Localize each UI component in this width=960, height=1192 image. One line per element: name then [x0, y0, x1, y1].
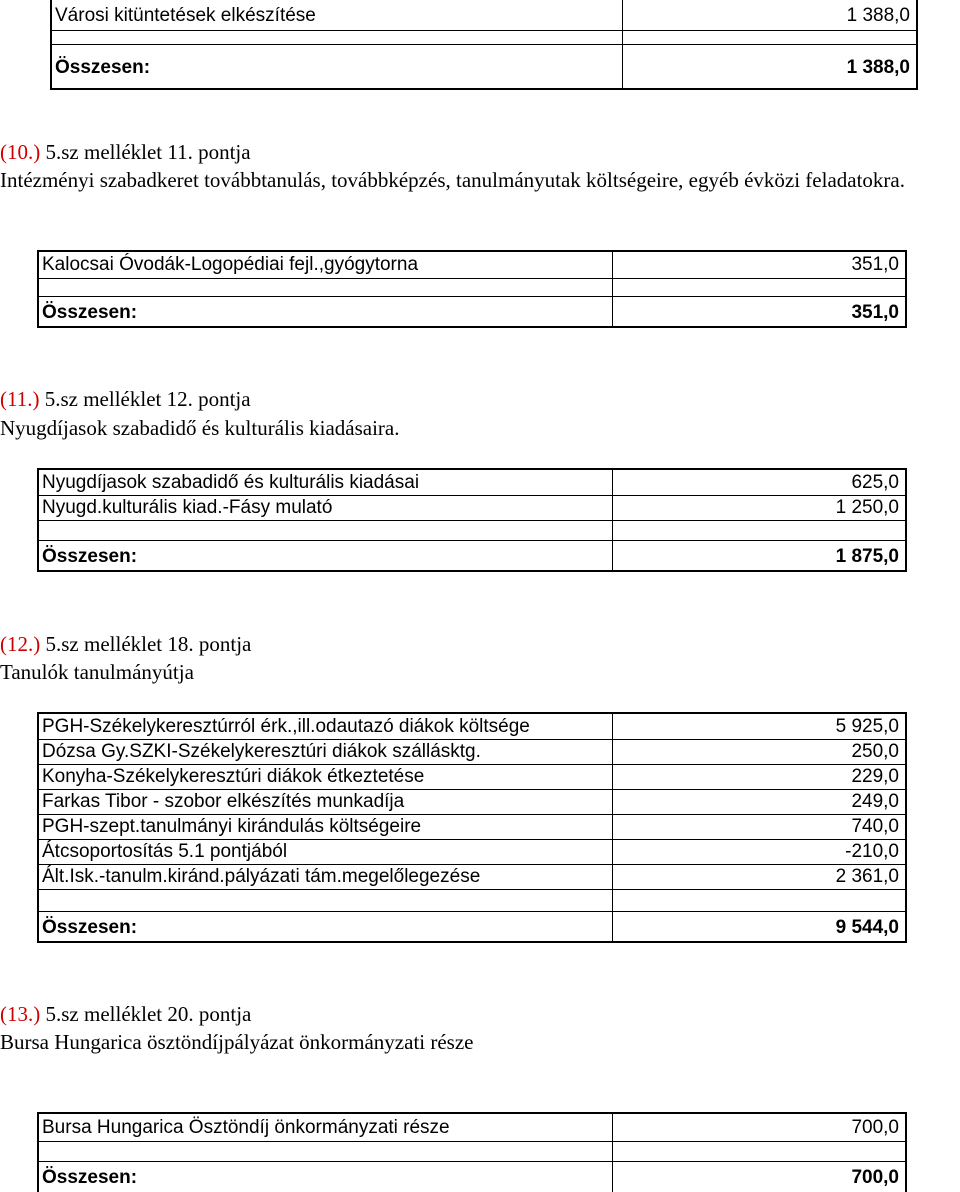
row-label: Városi kitüntetések elkészítése — [55, 5, 316, 26]
row-label: PGH-szept.tanulmányi kirándulás költségeire — [42, 816, 422, 837]
table-row — [39, 471, 905, 495]
table-section-12 — [37, 712, 907, 943]
total-label: Összesen: — [55, 57, 151, 78]
section-12-heading — [0, 629, 251, 659]
table-row — [39, 496, 905, 520]
section-11-description: Nyugdíjasok szabadidő és kulturális kiadásaira. — [0, 416, 400, 440]
section-11-heading — [0, 384, 251, 414]
table-row — [39, 1116, 905, 1140]
total-value: 351,0 — [851, 302, 899, 323]
row-value: 1 388,0 — [846, 5, 910, 26]
row-label: Dózsa Gy.SZKI-Székelykeresztúri diákok szállásktg. — [42, 741, 481, 762]
total-row — [39, 301, 905, 325]
row-label: Ált.Isk.-tanulm.kiránd.pályázati tám.megelőlegezése — [42, 866, 481, 887]
section-10-description: Intézményi szabadkeret továbbtanulás, továbbképzés, tanulmányutak költségeire, egyéb évközi feladatokra. — [0, 168, 905, 192]
row-label: Farkas Tibor - szobor elkészítés munkadíja — [42, 791, 405, 812]
section-number: (13.) — [0, 1002, 41, 1026]
table-row — [52, 4, 916, 28]
section-13-description: Bursa Hungarica ösztöndíjpályázat önkormányzati része — [0, 1030, 474, 1054]
table-row — [39, 865, 905, 889]
total-row — [39, 1166, 905, 1190]
section-ref: 5.sz melléklet 12. pontja — [44, 387, 251, 411]
table-top — [50, 0, 918, 90]
row-value: 229,0 — [851, 766, 899, 787]
row-label: Nyugd.kulturális kiad.-Fásy mulató — [42, 497, 333, 518]
section-number: (10.) — [0, 140, 41, 164]
total-row — [52, 56, 916, 80]
row-value: -210,0 — [845, 841, 899, 862]
row-value: 2 361,0 — [835, 866, 899, 887]
table-row — [39, 253, 905, 277]
row-value: 5 925,0 — [835, 716, 899, 737]
total-row — [39, 916, 905, 940]
table-section-11 — [37, 468, 907, 572]
section-ref: 5.sz melléklet 11. pontja — [45, 140, 251, 164]
table-row — [39, 765, 905, 789]
total-row — [39, 545, 905, 569]
table-row — [39, 840, 905, 864]
row-value: 1 250,0 — [835, 497, 899, 518]
section-10-heading — [0, 137, 251, 167]
section-12-description: Tanulók tanulmányútja — [0, 660, 194, 684]
row-label: Bursa Hungarica Ösztöndíj önkormányzati része — [42, 1117, 450, 1138]
row-value: 740,0 — [851, 816, 899, 837]
total-label: Összesen: — [42, 917, 138, 938]
section-number: (11.) — [0, 387, 40, 411]
total-value: 1 388,0 — [846, 57, 910, 78]
row-value: 249,0 — [851, 791, 899, 812]
row-label: Átcsoportosítás 5.1 pontjából — [42, 841, 288, 862]
table-section-13 — [37, 1112, 907, 1192]
row-value: 250,0 — [851, 741, 899, 762]
row-label: PGH-Székelykeresztúrról érk.,ill.odautazó diákok költsége — [42, 716, 530, 737]
table-row — [39, 790, 905, 814]
total-value: 9 544,0 — [835, 917, 899, 938]
table-row — [39, 740, 905, 764]
section-number: (12.) — [0, 632, 41, 656]
row-label: Kalocsai Óvodák-Logopédiai fejl.,gyógytorna — [42, 254, 419, 275]
total-label: Összesen: — [42, 302, 138, 323]
total-value: 700,0 — [851, 1167, 899, 1188]
row-label: Konyha-Székelykeresztúri diákok étkeztetése — [42, 766, 425, 787]
table-section-10 — [37, 250, 907, 328]
section-ref: 5.sz melléklet 18. pontja — [45, 632, 252, 656]
row-value: 351,0 — [851, 254, 899, 275]
row-label: Nyugdíjasok szabadidő és kulturális kiadásai — [42, 472, 420, 493]
row-value: 625,0 — [851, 472, 899, 493]
table-row — [39, 815, 905, 839]
section-13-heading — [0, 999, 251, 1029]
total-label: Összesen: — [42, 546, 138, 567]
table-row — [39, 715, 905, 739]
total-label: Összesen: — [42, 1167, 138, 1188]
row-value: 700,0 — [851, 1117, 899, 1138]
total-value: 1 875,0 — [835, 546, 899, 567]
section-ref: 5.sz melléklet 20. pontja — [45, 1002, 252, 1026]
